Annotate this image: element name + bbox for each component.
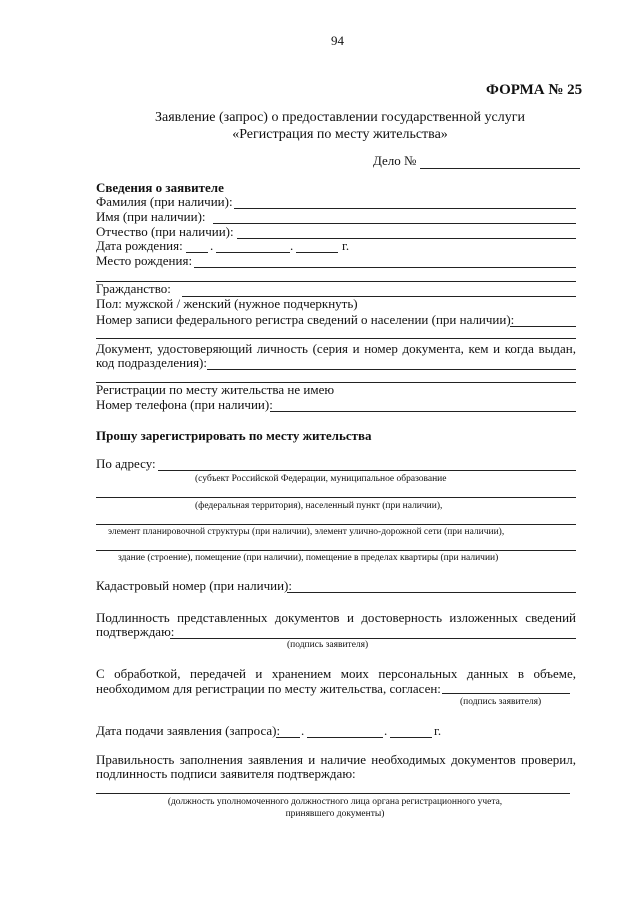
submission-month-field[interactable] (307, 737, 383, 738)
birth-place-label: Место рождения: (96, 253, 193, 268)
confirm-signature-hint: (подпись заявителя) (287, 640, 369, 650)
confirm-text-line2: подтверждаю: (96, 624, 175, 639)
birth-date-sep1: . (210, 238, 214, 253)
birth-place-field[interactable] (194, 267, 576, 268)
cadastral-label: Кадастровый номер (при наличии): (96, 578, 292, 593)
confirm-signature-field[interactable] (170, 638, 576, 639)
case-number-field[interactable] (420, 168, 580, 169)
verification-official-field[interactable] (96, 793, 570, 794)
surname-label: Фамилия (при наличии): (96, 194, 233, 209)
confirm-text-line1: Подлинность представленных документов и достоверность изложенных сведений (96, 610, 576, 625)
surname-field[interactable] (234, 208, 576, 209)
address-hint-4: здание (строение), помещение (при наличии), помещение в пределах квартиры (при наличии) (118, 553, 499, 563)
consent-text-line2: необходимом для регистрации по месту жительства, согласен: (96, 681, 441, 696)
birth-month-field[interactable] (216, 252, 290, 253)
id-document-label-line1: Документ, удостоверяющий личность (серия и номер документа, кем и когда выдан, (96, 341, 576, 356)
submission-date-sep1: . (301, 723, 305, 738)
address-hint-3: элемент планировочной структуры (при наличии), элемент улично-дорожной сети (при наличии), (108, 527, 505, 537)
id-document-field[interactable] (207, 369, 576, 370)
applicant-heading: Сведения о заявителе (96, 180, 224, 195)
address-hint-1: (субъект Российской Федерации, муниципальное образование (195, 474, 447, 484)
registry-record-field[interactable] (510, 326, 576, 327)
case-number-label: Дело № (373, 153, 417, 168)
sex-label: Пол: мужской / женский (нужное подчеркнуть) (96, 296, 358, 311)
registry-record-field-2[interactable] (96, 338, 576, 339)
form-title-line1: Заявление (запрос) о предоставлении государственной услуги (155, 110, 525, 125)
form-number: ФОРМА № 25 (486, 82, 583, 98)
verification-text-line1: Правильность заполнения заявления и наличие необходимых документов проверил, (96, 752, 576, 767)
form-title-line2: «Регистрация по месту жительства» (232, 127, 448, 142)
cadastral-field[interactable] (287, 592, 576, 593)
submission-year-suffix: г. (434, 723, 442, 738)
address-field-1[interactable] (158, 470, 576, 471)
id-document-label-line2: код подразделения): (96, 355, 207, 370)
submission-date-sep2: . (384, 723, 388, 738)
no-registration-text: Регистрации по месту жительства не имею (96, 382, 335, 397)
name-label: Имя (при наличии): (96, 209, 206, 224)
name-field[interactable] (213, 223, 576, 224)
verification-hint-2: принявшего документы) (285, 809, 385, 819)
birth-year-suffix: г. (342, 238, 350, 253)
verification-hint-1: (должность уполномоченного должностного лица органа регистрационного учета, (167, 797, 503, 807)
request-heading: Прошу зарегистрировать по месту жительства (96, 428, 372, 443)
verification-text-line2: подлинность подписи заявителя подтверждаю: (96, 766, 356, 781)
address-hint-2: (федеральная территория), населенный пункт (при наличии), (195, 501, 443, 511)
patronymic-field[interactable] (237, 238, 576, 239)
consent-text-line1: С обработкой, передачей и хранением моих персональных данных в объеме, (96, 666, 576, 681)
birth-year-field[interactable] (296, 252, 338, 253)
submission-year-field[interactable] (390, 737, 432, 738)
birth-date-label: Дата рождения: (96, 238, 183, 253)
patronymic-label: Отчество (при наличии): (96, 224, 234, 239)
address-field-4[interactable] (96, 550, 576, 551)
citizenship-label: Гражданство: (96, 281, 171, 296)
address-field-2[interactable] (96, 497, 576, 498)
submission-day-field[interactable] (276, 737, 300, 738)
phone-field[interactable] (270, 411, 576, 412)
page-number: 94 (331, 33, 344, 48)
birth-date-sep2: . (290, 238, 294, 253)
consent-signature-hint: (подпись заявителя) (460, 697, 542, 707)
registry-record-label: Номер записи федерального регистра сведений о населении (при наличии): (96, 312, 515, 327)
submission-date-label: Дата подачи заявления (запроса): (96, 723, 281, 738)
consent-signature-field[interactable] (442, 693, 570, 694)
address-label: По адресу: (96, 456, 156, 471)
address-field-3[interactable] (96, 524, 576, 525)
phone-label: Номер телефона (при наличии): (96, 397, 273, 412)
